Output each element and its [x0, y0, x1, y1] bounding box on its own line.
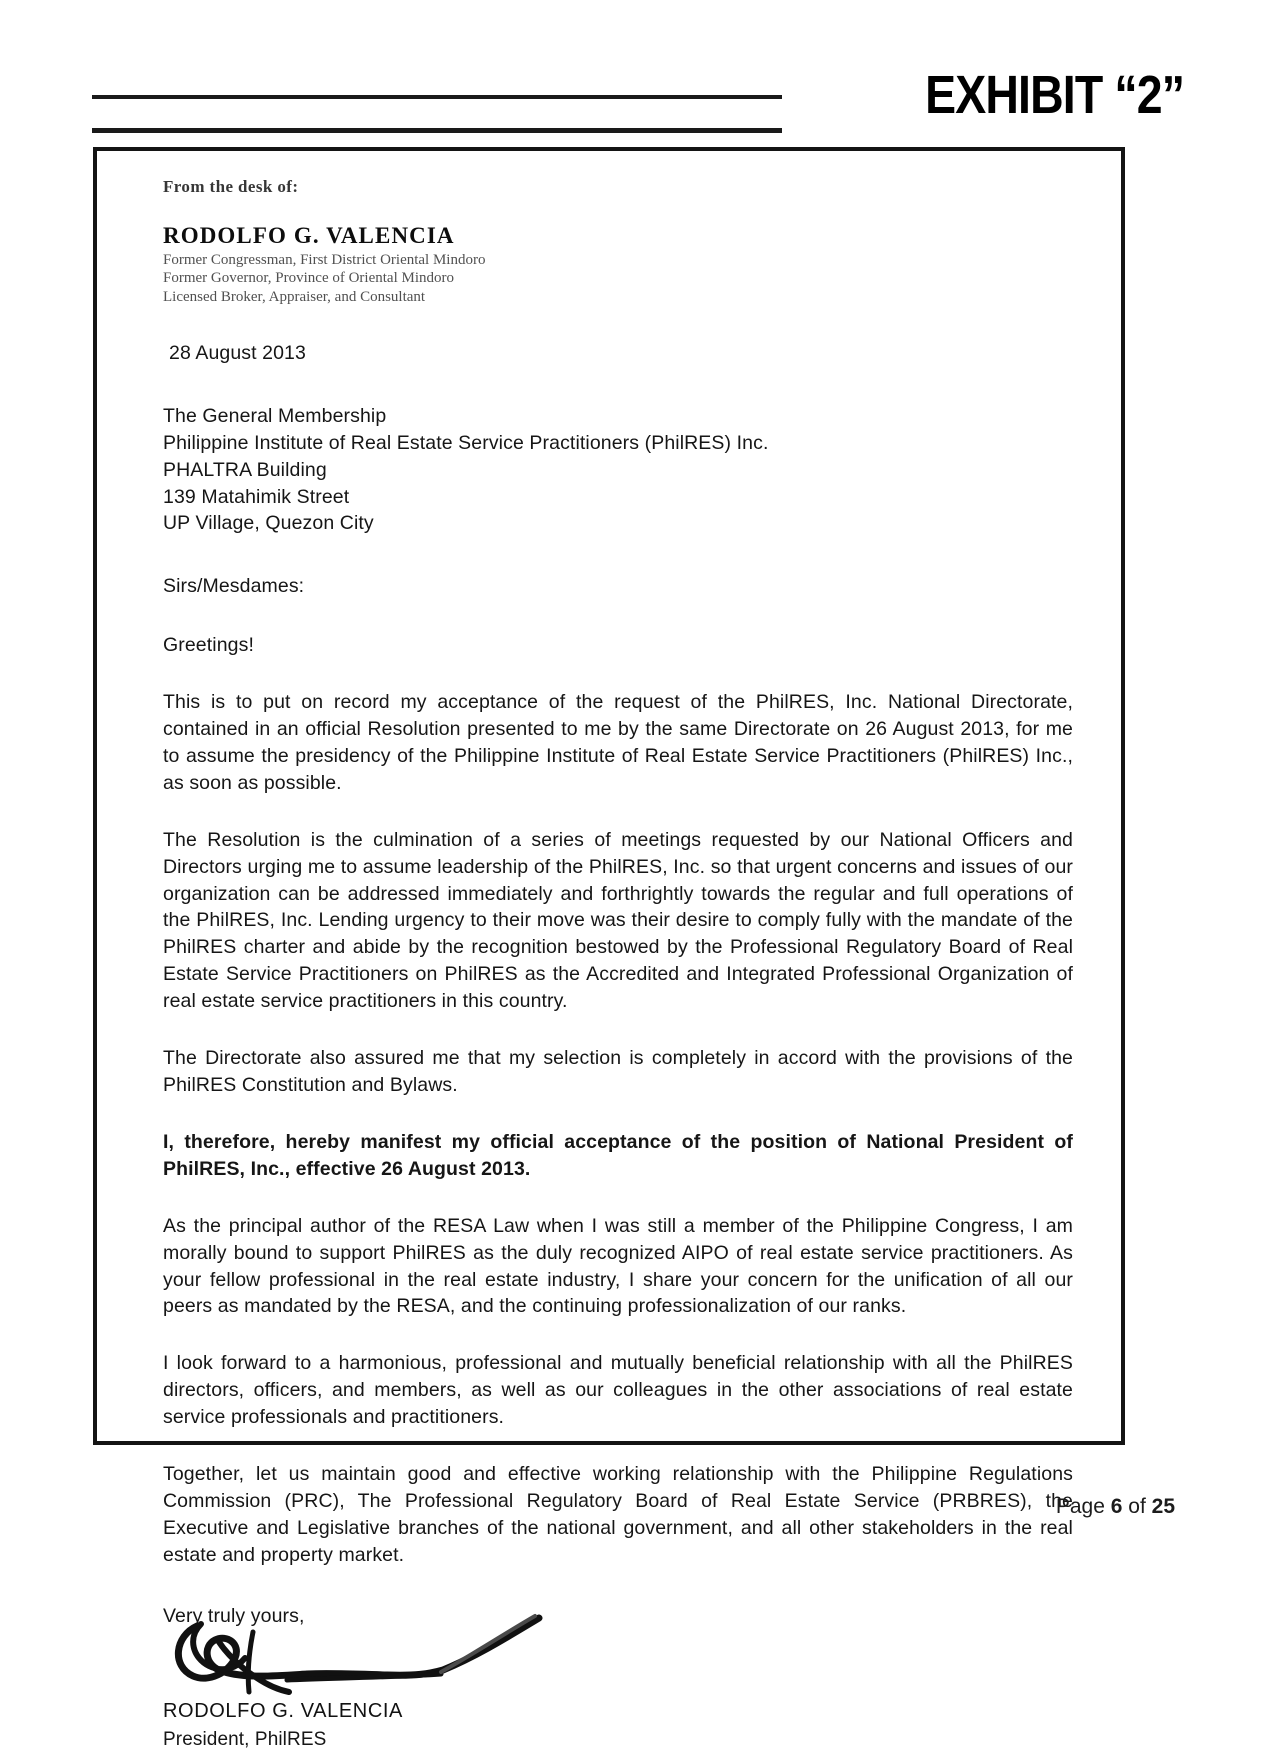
- closing-block: [163, 1603, 1073, 1753]
- recipient-line-1: The General Membership: [163, 404, 387, 427]
- footer-page-number: 6: [1110, 1495, 1123, 1518]
- body-paragraph-3: The Directorate also assured me that my selection is completely in accord with the provisions of the PhilRES Constitution and Bylaws.: [163, 1047, 1073, 1097]
- letterhead-credentials: [163, 251, 1073, 306]
- body-paragraph-1: This is to put on record my acceptance of the request of the PhilRES, Inc. National Directorate, contained in an official Resolution presented to me by the same Directorate on 26 August 2013, for me to assume the presidency of the Philippine Institute of Real Estate Service Practitioners (PhilRES) Inc., as soon as possible.: [163, 691, 1073, 794]
- signature-title: President, PhilRES: [163, 1729, 327, 1751]
- header-rule-top: [92, 95, 782, 99]
- greeting: Greetings!: [163, 634, 254, 657]
- letterhead-sender-name: RODOLFO G. VALENCIA: [163, 223, 455, 248]
- footer-page-total: 25: [1151, 1495, 1175, 1518]
- signature-name: RODOLFO G. VALENCIA: [163, 1699, 403, 1722]
- letter-body: [163, 340, 1073, 1753]
- exhibit-label: EXHIBIT “2”: [925, 65, 1184, 125]
- footer-page-prefix: Page: [1055, 1495, 1111, 1518]
- recipient-line-3: PHALTRA Building: [163, 458, 327, 481]
- page-footer: [1056, 1495, 1175, 1519]
- recipient-line-2: Philippine Institute of Real Estate Service Practitioners (PhilRES) Inc.: [163, 431, 769, 454]
- body-paragraph-5: As the principal author of the RESA Law when I was still a member of the Philippine Congress, I am morally bound to support PhilRES as the duly recognized AIPO of real estate service practitioners. As your fellow professional in the real estate industry, I share your concern for the unification of all our peers as mandated by the RESA, and the continuing professionalization of our ranks.: [163, 1214, 1073, 1318]
- recipient-line-5: UP Village, Quezon City: [163, 512, 374, 535]
- handwritten-signature-icon: [157, 1596, 577, 1706]
- body-paragraph-7: Together, let us maintain good and effective working relationship with the Philippine Regulations Commission (PRC), The Professional Regulatory Board of Real Estate Service (PRBRES), the Executive and Legislative branches of the national government, and all other stakeholders in the real estate and property market.: [163, 1463, 1073, 1566]
- body-paragraph-2: The Resolution is the culmination of a series of meetings requested by our National Officers and Directors urging me to assume leadership of the PhilRES, Inc. so that urgent concerns and issues of our organization can be addressed immediately and forthrightly towards the regular and full operations of the PhilRES, Inc. Lending urgency to their move was their desire to comply fully with the mandate of the PhilRES charter and abide by the recognition bestowed by the Professional Regulatory Board of Real Estate Service Practitioners on PhilRES as the Accredited and Integrated Professional Organization of real estate service practitioners in this country.: [163, 828, 1073, 1013]
- from-desk-label: From the desk of:: [163, 177, 299, 196]
- recipient-line-4: 139 Matahimik Street: [163, 485, 350, 508]
- body-paragraph-6: I look forward to a harmonious, professional and mutually beneficial relationship with all the PhilRES directors, officers, and members, as well as our colleagues in the other associations of real estate service professionals and practitioners.: [163, 1352, 1073, 1429]
- letter-date: 28 August 2013: [169, 341, 306, 364]
- footer-page-middle: of: [1122, 1495, 1152, 1518]
- recipient-block: [163, 403, 1073, 538]
- closing-salutation: Very truly yours,: [163, 1604, 305, 1627]
- signature-area: [163, 1624, 1073, 1698]
- salutation: Sirs/Mesdames:: [163, 575, 305, 598]
- exhibit-header: [92, 65, 1184, 140]
- body-paragraph-acceptance: I, therefore, hereby manifest my official acceptance of the position of National President of PhilRES, Inc., effective 26 August 2013.: [163, 1130, 1073, 1180]
- header-rule-bottom: [92, 128, 782, 133]
- credential-line-1: Former Congressman, First District Oriental Mindoro: [163, 252, 486, 268]
- credential-line-2: Former Governor, Province of Oriental Mindoro: [163, 270, 454, 287]
- credential-line-3: Licensed Broker, Appraiser, and Consultant: [163, 288, 426, 305]
- letter-content: [163, 177, 1073, 1753]
